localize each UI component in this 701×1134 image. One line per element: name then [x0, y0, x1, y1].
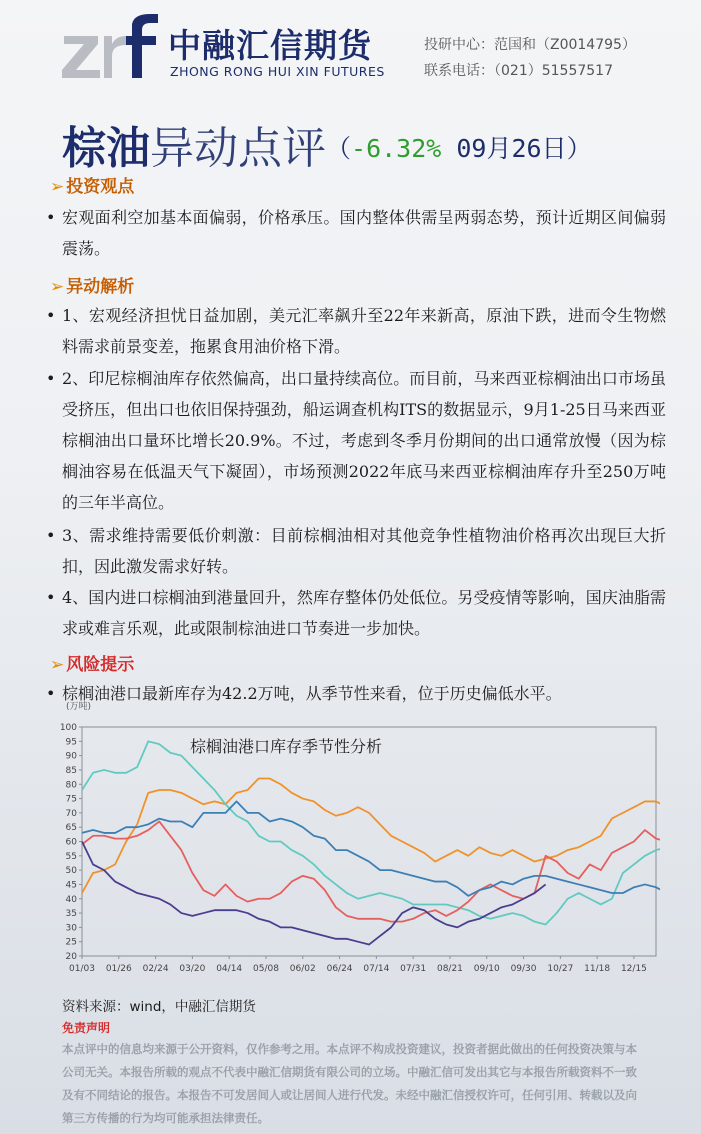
y-tick-label: 55	[65, 851, 77, 862]
title-main: 棕油	[62, 123, 150, 174]
x-tick-label: 06/24	[326, 964, 353, 974]
price-change: -6.32%	[351, 134, 442, 163]
x-tick-label: 01/26	[105, 964, 132, 974]
analysis-bullet-3	[46, 520, 666, 582]
bullet-icon: •	[46, 588, 56, 607]
view-text: 宏观面利空加基本面偏弱，价格承压。国内整体供需呈两弱态势，预计近期区间偏弱震荡。	[62, 208, 666, 258]
x-tick-label: 08/21	[436, 964, 463, 974]
y-tick-label: 20	[65, 952, 77, 962]
section-heading-risk	[50, 650, 134, 675]
bullet-icon: •	[46, 684, 56, 703]
y-tick-label: 65	[65, 823, 77, 834]
x-tick-label: 07/14	[363, 964, 390, 974]
bullet-icon: •	[46, 306, 56, 325]
arrow-icon: ➢	[50, 277, 65, 297]
chart-title: 棕榈油港口库存季节性分析	[189, 737, 383, 756]
bullet-icon: •	[46, 526, 56, 545]
x-tick-label: 03/20	[179, 964, 206, 974]
analysis-text-2: 2、印尼棕榈油库存依然偏高，出口量持续高位。而目前，马来西亚棕榈油出口市场虽受挤压，但出口也依旧保持强劲，船运调查机构ITS的数据显示，9月1-25日马来西亚棕榈油出口量环比增长20.9%。不过，考虑到冬季月份期间的出口通常放慢（因为棕榈油容易在低温天气下凝固），市场预测2022年底马来西亚棕榈油库存升至250万吨的三年半高位。	[62, 369, 666, 512]
analysis-text-4: 4、国内进口棕榈油到港量回升，然库存整体仍处低位。另受疫情等影响，国庆油脂需求或难言乐观，此或限制棕油进口节奏进一步加快。	[62, 588, 666, 638]
view-heading-label: 投资观点	[66, 177, 135, 197]
risk-text: 棕榈油港口最新库存为42.2万吨，从季节性来看，位于历史偏低水平。	[62, 684, 562, 703]
x-tick-label: 09/30	[510, 964, 537, 974]
analysis-text-1: 1、宏观经济担忧日益加剧，美元汇率飙升至22年来新高，原油下跌，进而令生物燃料需求前景变差，拖累食用油价格下滑。	[62, 306, 666, 356]
x-tick-label: 06/02	[289, 964, 316, 974]
y-tick-label: 100	[60, 723, 77, 733]
analysis-bullet-1	[46, 300, 666, 362]
analysis-heading-label: 异动解析	[66, 277, 135, 297]
company-name-cn: 中融汇信期货	[168, 26, 372, 65]
x-tick-label: 01/03	[69, 964, 95, 974]
report-date: 09月26日	[441, 134, 567, 163]
x-tick-label: 12/15	[620, 964, 647, 974]
title-sub: 异动点评	[150, 123, 326, 174]
paren-open: （	[326, 134, 352, 163]
y-tick-label: 60	[65, 837, 77, 848]
y-tick-label: 25	[65, 937, 77, 948]
arrow-icon: ➢	[50, 177, 65, 197]
x-tick-label: 05/08	[253, 964, 279, 974]
x-tick-label: 04/14	[216, 964, 243, 974]
analysis-text-3: 3、需求维持需要低价刺激：目前棕榈油相对其他竞争性植物油价格再次出现巨大折扣，因此激发需求好转。	[62, 526, 666, 576]
y-tick-label: 70	[65, 808, 77, 819]
research-contact: 投研中心：范国和（Z0014795）	[424, 37, 636, 53]
title-meta	[326, 134, 592, 163]
paren-close: ）	[566, 134, 592, 163]
y-tick-label: 30	[65, 923, 77, 934]
analysis-bullet-2	[46, 363, 666, 518]
y-tick-label: 75	[65, 794, 77, 805]
arrow-icon: ➢	[50, 655, 65, 675]
section-heading-analysis	[50, 272, 134, 297]
plot-frame	[82, 727, 656, 956]
y-tick-label: 80	[65, 780, 77, 791]
y-tick-label: 85	[65, 765, 77, 776]
y-tick-label: 35	[65, 909, 77, 920]
bullet-icon: •	[46, 369, 56, 388]
y-axis-unit: (万吨)	[66, 702, 92, 712]
y-tick-label: 95	[65, 737, 77, 748]
bullet-icon: •	[46, 208, 56, 227]
phone-contact: 联系电话：（021）51557517	[424, 63, 613, 79]
disclaimer-title: 免责声明	[62, 1021, 111, 1035]
y-tick-label: 45	[65, 880, 77, 891]
x-tick-label: 11/18	[584, 964, 611, 974]
section-heading-view	[50, 172, 134, 197]
y-tick-label: 90	[65, 751, 77, 762]
analysis-bullet-4	[46, 582, 666, 644]
series-line-3	[82, 821, 660, 921]
inventory-seasonal-chart	[60, 700, 660, 990]
data-source: 资料来源：wind，中融汇信期货	[62, 999, 256, 1015]
disclaimer-body: 本点评中的信息均来源于公开资料，仅作参考之用。本点评不构成投资建议，投资者据此做出的任何投资决策与本公司无关。本报告所载的观点不代表中融汇信期货有限公司的立场。中融汇信可发出其它与本报告所载资料不一致及有不同结论的报告。本报告不可发居间人或让居间人进行代发。未经中融汇信授权许可，任何引用、转载以及向第三方传播的行为均可能承担法律责任。	[62, 1042, 637, 1125]
risk-heading-label: 风险提示	[66, 655, 135, 675]
y-tick-label: 50	[65, 866, 77, 877]
view-bullet	[46, 202, 666, 264]
x-tick-label: 02/24	[142, 964, 169, 974]
y-tick-label: 40	[65, 894, 77, 905]
report-title	[62, 112, 592, 176]
x-tick-label: 09/10	[473, 964, 500, 974]
x-tick-label: 07/31	[400, 964, 427, 974]
x-tick-label: 10/27	[547, 964, 574, 974]
company-name-en: ZHONG RONG HUI XIN FUTURES	[170, 64, 385, 79]
zrhx-logo-icon	[62, 14, 162, 80]
